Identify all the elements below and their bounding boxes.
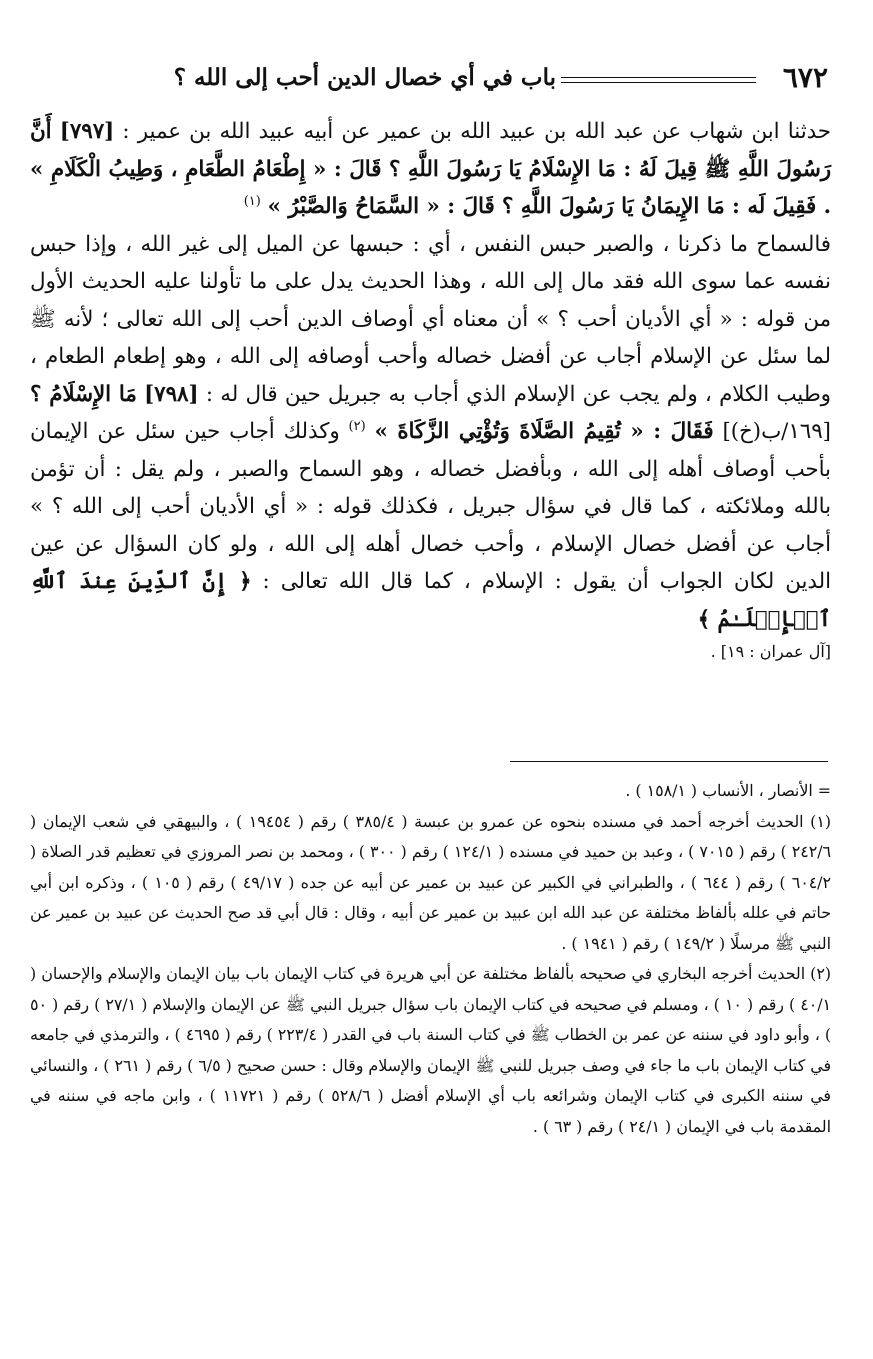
footnotes [30, 776, 831, 1142]
commentary-text: وكذلك أجاب حين سئل عن الإيمان بأحب أوصاف أهله إلى الله ، وبأفضل خصاله ، وهو السماح والصبر ، ولم يقل : أن تؤمن بالله وملائكته ، كما قال في سؤال جبريل ، فكذلك قوله : « أي الأديان أحب إلى الله ؟ » أجاب عن أفضل خصال الإسلام ، وأحب خصال أهله إلى الله ، ولو كان السؤال عن عين الدين لكان الجواب أن يقول : الإسلام ، كما قال الله تعالى : [30, 419, 832, 594]
isnad-text: حدثنا ابن شهاب عن عبد الله بن عبيد الله بن عمير عن أبيه عبيد الله بن عمير : [122, 119, 831, 144]
hadith-text: أَنَّ رَسُولَ اللَّهِ ﷺ قِيلَ لَهُ : مَا الإِسْلَامُ يَا رَسُولَ اللَّهِ ؟ قَالَ : « إِطْعَامُ الطَّعَامِ ، وَطِيبُ الْكَلَامِ » . فَقِيلَ لَه : مَا الإِيمَانُ يَا رَسُولَ اللَّهِ ؟ قَالَ : « السَّمَاحُ وَالصَّبْرُ » [30, 119, 831, 219]
header-rule [561, 77, 756, 78]
footnote-marker: (٢) [348, 418, 366, 434]
footnote-divider [510, 761, 828, 762]
footnote-continuation: = الأنصار ، الأنساب ( ١٥٨/١ ) . [625, 781, 831, 800]
footnote-2: (٢) الحديث أخرجه البخاري في صحيحه بألفاظ مختلفة عن أبي هريرة في كتاب الإيمان باب بيان الإيمان والإسلام والإحسان ( ٤٠/١ ) رقم ( ١٠ ) ، ومسلم في صحيحه في كتاب الإيمان باب سؤال جبريل النبي ﷺ عن الإيمان والإسلام ( ٢٧/١ ) رقم ( ٥٠ ) ، وأبو داود في سننه عن عمر بن الخطاب ﷺ في كتاب السنة باب في القدر ( ٢٢٣/٤ ) رقم ( ٤٦٩٥ ) ، والترمذي في جامعه في كتاب الإيمان باب ما جاء في وصف جبريل للنبي ﷺ الإيمان والإسلام وقال : حسن صحيح ( ٦/٥ ) رقم ( ٢٦١ ) ، والنسائي في سننه الكبرى في كتاب الإيمان وشرائعه باب أي الإسلام أفضل ( ٥٢٨/٦ ) رقم ( ١١٧٢١ ) ، وابن ماجه في سننه في المقدمة باب في الإيمان ( ٢٤/١ ) رقم ( ٦٣ ) . [30, 964, 831, 1136]
main-text [30, 113, 831, 743]
quran-verse: ﴿ إِنَّ ٱلدِّينَ عِندَ ٱللَّهِ ٱلۡإِسۡلَـٰمُ ﴾ [30, 569, 831, 632]
hadith-number: [٧٩٨] [144, 381, 199, 407]
footnote-1: (١) الحديث أخرجه أحمد في مسنده بنحوه عن عمرو بن عبسة ( ٣٨٥/٤ ) رقم ( ١٩٤٥٤ ) ، والبيهقي في شعب الإيمان ( ٢٤٢/٦ ) رقم ( ٧٠١٥ ) ، وعبد بن حميد في مسنده ( ١٢٤/١ ) رقم ( ٣٠٠ ) ، ومحمد بن نصر المروزي في تعظيم قدر الصلاة ( ٦٠٤/٢ ) رقم ( ٦٤٤ ) ، والطبراني في الكبير عن عبيد بن عمير عن أبيه عن جده ( ٤٩/١٧ ) رقم ( ١٠٥ ) ، وذكره ابن أبي حاتم في علله بألفاظ مختلفة عن عبد الله ابن عبيد بن عمير عن أبيه ، وقال : قال أبي قد صح الحديث عن عبيد بن عمير عن النبي ﷺ مرسلًا ( ١٤٩/٢ ) رقم ( ١٩٤١ ) . [30, 811, 831, 953]
paragraph-commentary [30, 226, 831, 667]
hadith-number: [٧٩٧] [59, 119, 115, 144]
paragraph-hadith-797 [30, 113, 831, 226]
header-rule [561, 82, 756, 83]
folio-marker: [١٦٩/ب(خ)] [722, 419, 831, 444]
commentary-text: فالسماح ما ذكرنا ، والصبر حبس النفس ، أي : حبسها عن الميل إلى غير الله ، وإذا حبس نفسه عما سوى الله فقد مال إلى الله ، وهذا الحديث يدل على ما تأولنا عليه الحديث الأول من قوله : « أي الأديان أحب ؟ » أن معناه أي أوصاف الدين أحب إلى الله تعالى ؛ لأنه ﷺ لما سئل عن الإسلام أجاب عن أفضل خصاله وأحب أوصافه إلى الله ، وهو إطعام الطعام ، وطيب الكلام ، ولم يجب عن الإسلام الذي أجاب به جبريل حين قال له : [30, 231, 831, 407]
page-number: ٦٧٢ [782, 61, 828, 94]
running-title: باب في أي خصال الدين أحب إلى الله ؟ [173, 64, 556, 91]
hadith-text: فَقَالَ : « تُقِيمُ الصَّلَاةَ وَتُؤْتِي الزَّكَاةَ » [374, 419, 714, 444]
footnote-marker: (١) [243, 193, 261, 209]
hadith-text: مَا الإِسْلَامُ ؟ [30, 381, 137, 407]
page-header [30, 60, 828, 96]
verse-reference: [آل عمران : ١٩] . [710, 642, 831, 661]
